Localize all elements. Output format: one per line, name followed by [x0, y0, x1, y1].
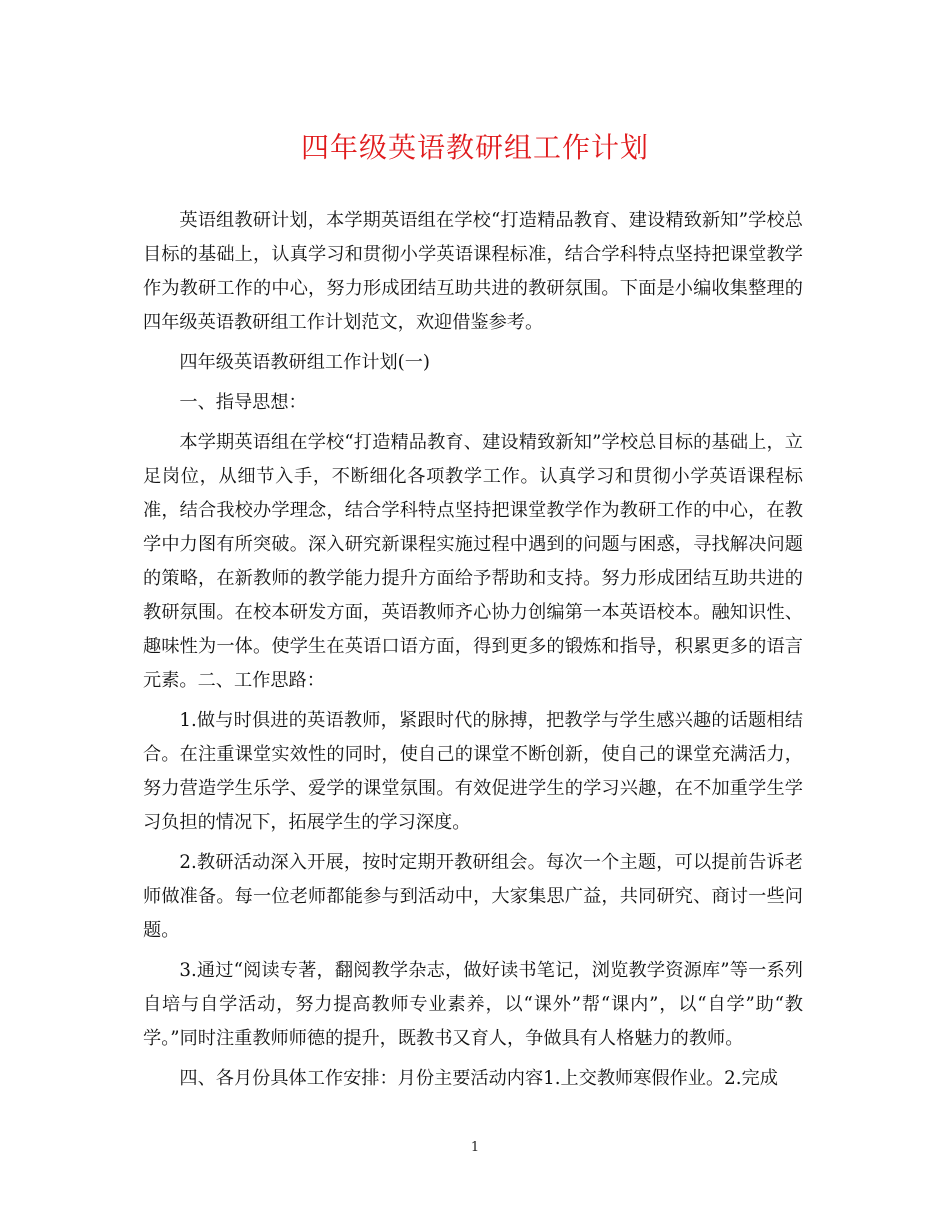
document-body: [143, 204, 803, 1102]
paragraph-item-2: 2.教研活动深入开展，按时定期开教研组会。每次一个主题，可以提前告诉老师做准备。每一位老师都能参与到活动中，大家集思广益，共同研究、商讨一些问题。: [143, 852, 803, 941]
paragraph-section-heading: 一、指导思想：: [179, 392, 307, 413]
paragraph-guiding-ideas: 本学期英语组在学校“打造精品教育、建设精致新知”学校总目标的基础上，立足岗位，从细节入手，不断细化各项教学工作。认真学习和贯彻小学英语课程标准，结合我校办学理念，结合学科特点坚持把课堂教学作为教研工作的中心，在教学中力图有所突破。深入研究新课程实施过程中遇到的问题与困惑，寻找解决问题的策略，在新教师的教学能力提升方面给予帮助和支持。努力形成团结互助共进的教研氛围。在校本研发方面，英语教师齐心协力创编第一本英语校本。融知识性、趣味性为一体。使学生在英语口语方面，得到更多的锻炼和指导，积累更多的语言元素。二、工作思路：: [143, 432, 803, 691]
page-number: 1: [470, 1140, 480, 1155]
paragraph-item-3: 3.通过“阅读专著，翻阅教学杂志，做好读书笔记，浏览教学资源库”等一系列自培与自学活动，努力提高教师专业素养，以“课外”帮“课内”，以“自学”助“教学。”同时注重教师师德的提升，既教书又育人，争做具有人格魅力的教师。: [143, 960, 803, 1049]
paragraph-item-1: 1.做与时俱进的英语教师，紧跟时代的脉搏，把教学与学生感兴趣的话题相结合。在注重课堂实效性的同时，使自己的课堂不断创新，使自己的课堂充满活力，努力营造学生乐学、爱学的课堂氛围。有效促进学生的学习兴趣，在不加重学生学习负担的情况下，拓展学生的学习深度。: [143, 710, 803, 833]
paragraph-intro: 英语组教研计划，本学期英语组在学校“打造精品教育、建设精致新知”学校总目标的基础上，认真学习和贯彻小学英语课程标准，结合学科特点坚持把课堂教学作为教研工作的中心，努力形成团结互助共进的教研氛围。下面是小编收集整理的四年级英语教研组工作计划范文，欢迎借鉴参考。: [143, 210, 803, 333]
paragraph-plan-heading: 四年级英语教研组工作计划(一): [179, 352, 431, 373]
paragraph-monthly-plan: 四、各月份具体工作安排：月份主要活动内容1.上交教师寒假作业。2.完成: [179, 1068, 778, 1089]
document-title: 四年级英语教研组工作计划: [300, 131, 649, 164]
